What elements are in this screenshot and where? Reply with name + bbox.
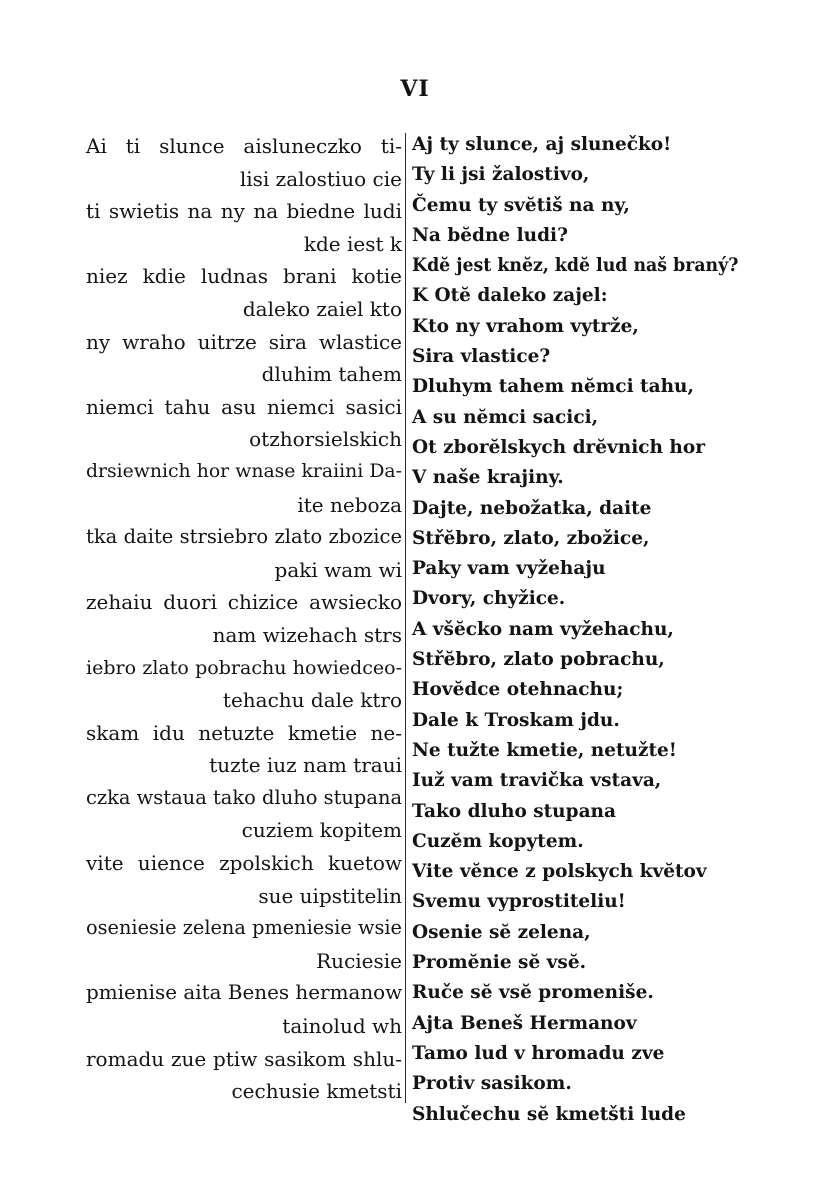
original-line: cuziem kopitem <box>241 818 402 843</box>
transcription-line: Ruče sĕ vsĕ promeniše. <box>412 982 654 1004</box>
original-line: otzhorsielskich <box>249 427 402 452</box>
original-line: Ai ti slunce aisluneczko ti- <box>86 134 402 158</box>
original-line: skam idu netuzte kmetie ne- <box>86 720 402 745</box>
original-line: czka wstaua tako dluho stupana <box>86 785 403 809</box>
original-line: vite uience zpolskich kuetow <box>86 851 402 876</box>
transcription-line: Sira vlastice? <box>412 346 551 368</box>
transcription-line: Ot zborĕlskych drĕvnich hor <box>412 436 705 458</box>
transcription-line: Kdĕ jest knĕz, kdĕ lud naš braný? <box>412 255 739 277</box>
transcription-line: A su nĕmci sacici, <box>412 406 599 428</box>
original-line: sue uipstitelin <box>258 883 402 908</box>
original-line: pmienise aita Benes hermanow <box>86 981 403 1005</box>
transcription-line: Svemu vyprostiteliu! <box>412 891 626 913</box>
original-line: iebro zlato pobrachu howiedceo- <box>86 656 402 679</box>
original-line: oseniesie zelena pmeniesie wsie <box>86 916 402 940</box>
transcription-line: Střĕbro, zlato pobrachu, <box>412 649 665 671</box>
original-line: daleko zaiel kto <box>242 296 402 321</box>
transcription-line: Ajta Beneš Hermanov <box>412 1012 637 1034</box>
original-line: niemci tahu asu niemci sasici <box>86 394 402 419</box>
transcription-line: Tamo lud v hromadu zve <box>412 1042 665 1064</box>
transcription-line: Dvory, chyžice. <box>412 588 566 610</box>
transcription-line: Ty li jsi žalostivo, <box>412 164 590 186</box>
column-divider <box>405 133 406 1103</box>
page-number: VI <box>400 76 430 102</box>
transcription-line: Kto ny vrahom vytrže, <box>412 315 639 337</box>
transcription-line: Dluhym tahem nĕmci tahu, <box>412 376 694 398</box>
original-line: kde iest k <box>303 231 402 256</box>
original-line: ti swietis na ny na biedne ludi <box>86 199 402 224</box>
original-line: tainolud wh <box>282 1014 402 1039</box>
original-line: romadu zue ptiw sasikom shlu- <box>86 1046 402 1071</box>
original-line: cechusie kmetsti <box>231 1079 402 1104</box>
transcription-line: V naše krajiny. <box>412 467 564 489</box>
transcription-line: Promĕnie sĕ vsĕ. <box>412 952 587 974</box>
original-line: tuzte iuz nam traui <box>209 753 402 778</box>
original-line: nam wizehach strs <box>212 622 402 647</box>
original-line: tehachu dale ktro <box>222 688 402 713</box>
transcription-line: Aj ty slunce, aj slunečko! <box>412 134 672 155</box>
transcription-line: K Otĕ daleko zajel: <box>412 285 608 307</box>
transcription-column <box>412 130 738 1130</box>
transcription-line: Shlučechu sĕ kmetšti lude <box>412 1103 686 1125</box>
original-line: ny wraho uitrze sira wlastice <box>86 329 402 354</box>
original-line: zehaiu duori chizice awsiecko <box>86 590 402 615</box>
transcription-line: Vite vĕnce z polskych kvĕtov <box>412 861 707 883</box>
original-line: lisi zalostiuo cie <box>239 166 402 191</box>
original-text-column <box>86 130 402 1108</box>
original-line: Ruciesie <box>316 948 402 973</box>
transcription-line: Na bĕdne ludi? <box>412 224 568 246</box>
transcription-line: Tako dluho stupana <box>412 800 616 822</box>
transcription-line: Hovĕdce otehnachu; <box>412 679 624 701</box>
transcription-line: Střĕbro, zlato, zbožice, <box>412 527 650 549</box>
original-line: niez kdie ludnas brani kotie <box>86 264 402 289</box>
transcription-line: Dale k Troskam jdu. <box>412 709 620 731</box>
original-line: tka daite strsiebro zlato zbozice <box>86 525 402 549</box>
transcription-line: Čemu ty svĕtiš na ny, <box>412 194 630 216</box>
transcription-line: Osenie sĕ zelena, <box>412 921 591 943</box>
original-line: drsiewnich hor wnase kraiini Da- <box>86 460 402 482</box>
transcription-line: Cuzĕm kopytem. <box>412 830 584 852</box>
transcription-line: Paky vam vyžehaju <box>412 558 606 580</box>
transcription-line: Dajte, nebožatka, daite <box>412 497 652 519</box>
original-line: ite neboza <box>297 492 402 517</box>
transcription-line: A všĕcko nam vyžehachu, <box>412 618 674 640</box>
original-line: dluhim tahem <box>261 362 402 387</box>
original-line: paki wam wi <box>274 557 402 582</box>
transcription-line: Protiv sasikom. <box>412 1073 572 1095</box>
transcription-line: Ne tužte kmetie, netužte! <box>412 739 677 761</box>
transcription-line: Iuž vam travička vstava, <box>412 770 662 792</box>
